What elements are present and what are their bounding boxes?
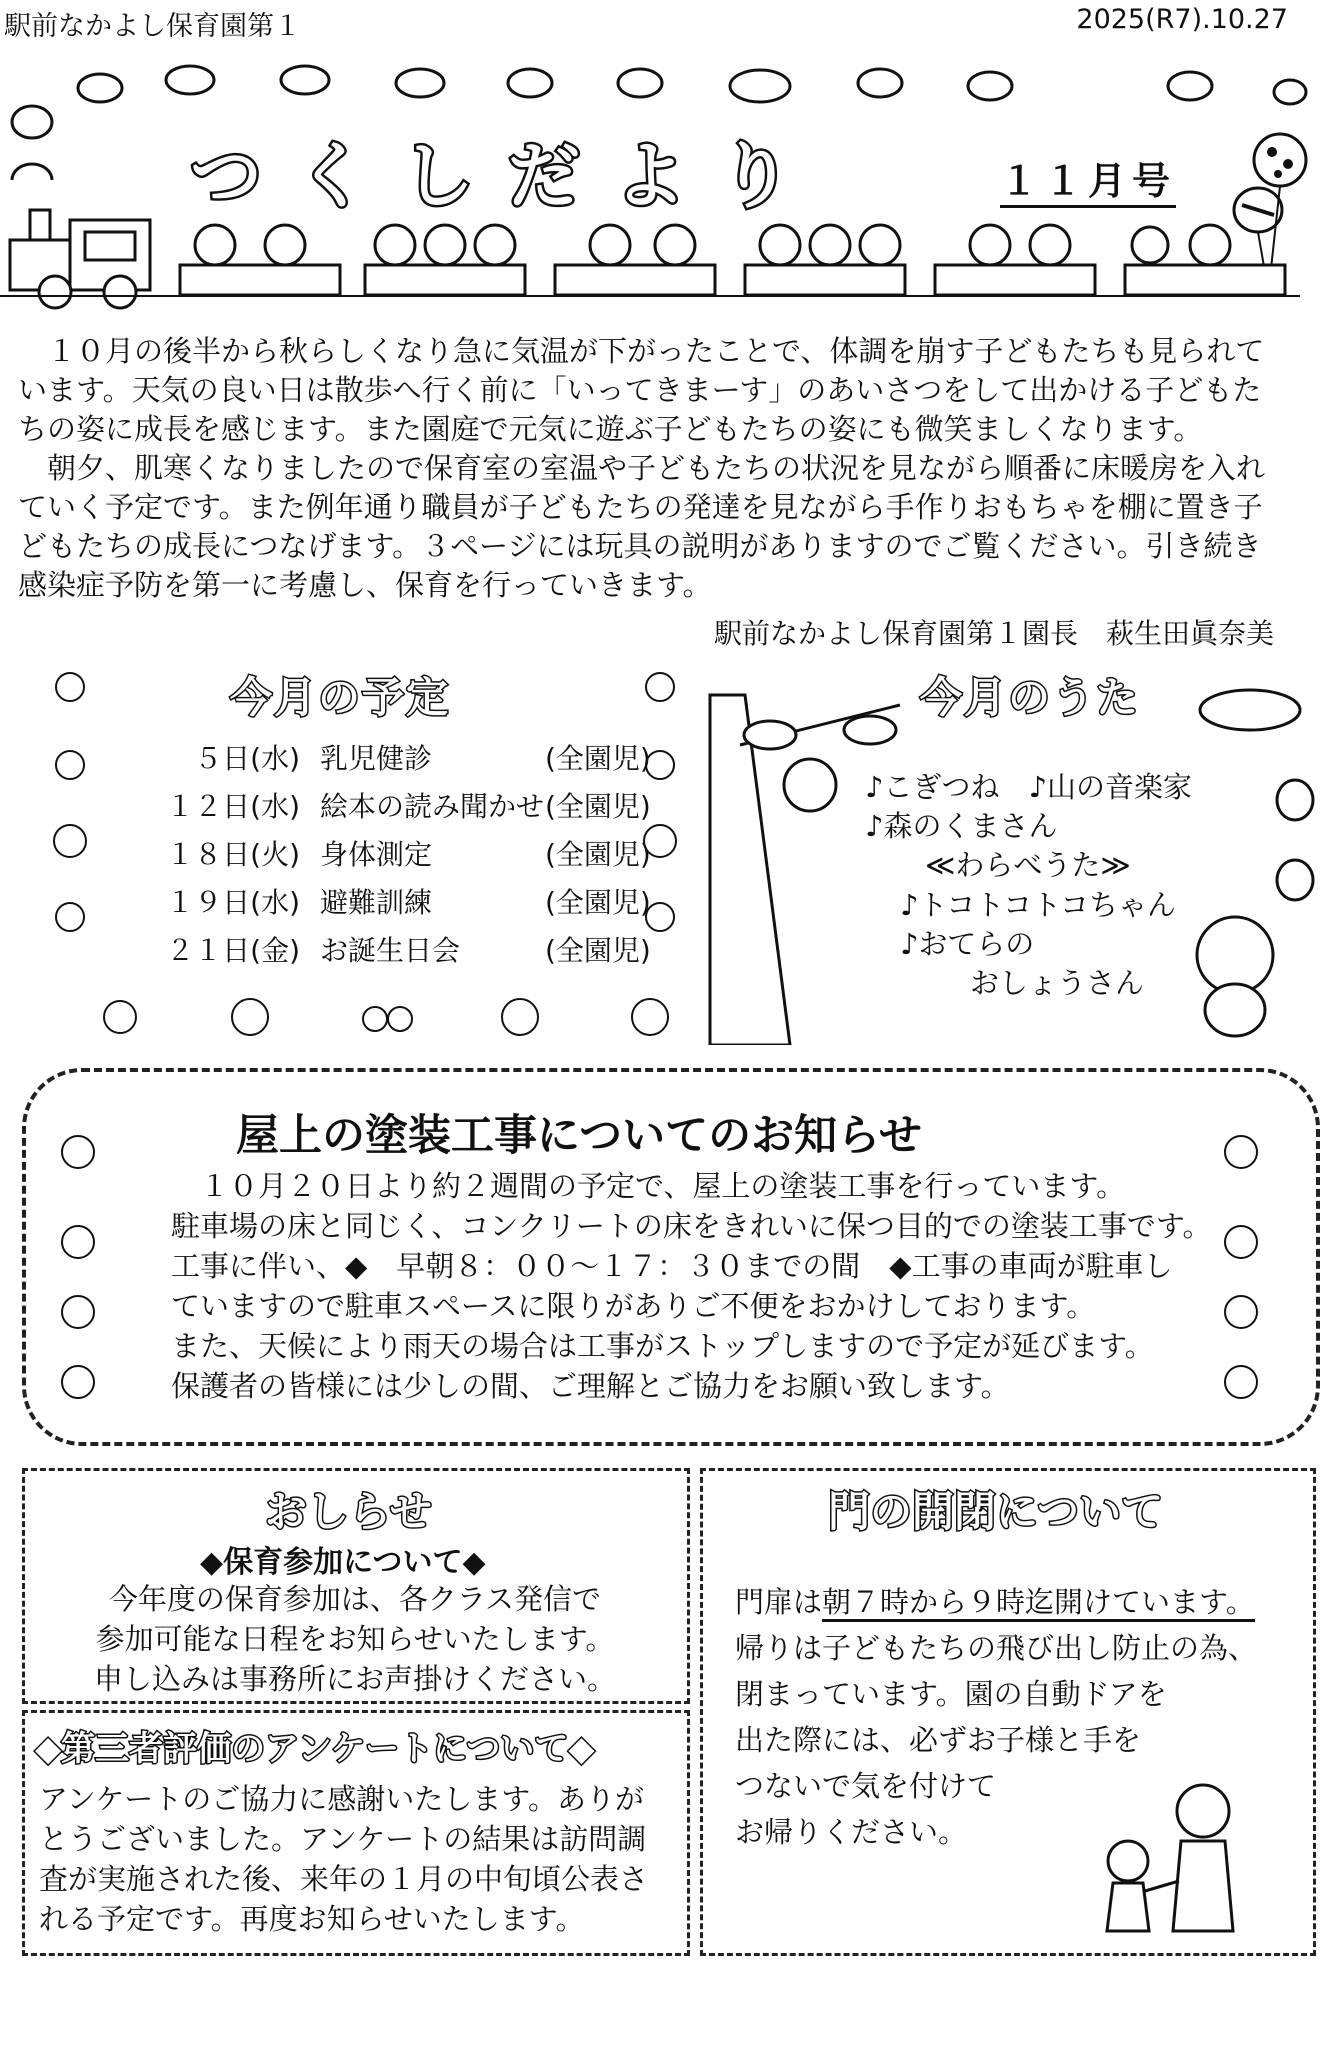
intro-line: 朝夕、肌寒くなりましたので保育室の室温や子どもたちの状況を見ながら順番に床暖房を入れ [18,451,1266,485]
schedule-event: 乳児健診 [320,742,433,775]
gate-line: 出た際には、必ずお子様と手を [735,1723,1142,1757]
oshirase-line: 今年度の保育参加は、各クラス発信で [108,1582,602,1616]
song-line: ♪森のくまさん [865,809,1058,843]
notice-body [171,1166,1212,1406]
schedule-date: ５日(水) [194,742,300,775]
schedule-target: (全園児) [545,934,651,967]
acorn-chain-icon [1206,1102,1276,1402]
schedule-title: 今月の予定 [230,673,451,722]
oshirase-subtitle: ◆保育参加について◆ [200,1545,486,1580]
intro-text [18,332,1318,605]
gate-line: つないで気を付けて [735,1769,997,1803]
notice-line: 駐車場の床と同じく、コンクリートの床をきれいに保つ目的での塗装工事です。 [171,1209,1212,1243]
notice-title: 屋上の塗装工事についてのお知らせ [236,1111,922,1161]
survey-line: れる予定です。再度お知らせいたします。 [39,1902,585,1936]
schedule-row [140,929,660,969]
acorn-border-icon [40,995,680,1045]
schedule-event: 絵本の読み聞かせ [320,790,545,823]
song-line: ♪トコトコトコちゃん [900,888,1177,922]
schedule-row [140,881,660,921]
gate-line: 帰りは子どもたちの飛び出し防止の為、 [735,1631,1258,1665]
schedule-target: (全園児) [545,838,651,871]
monkey-icon [1175,910,1295,1040]
intro-line: ていく予定です。また例年通り職員が子どもたちの発達を見ながら手作りおもちゃを棚に置き子 [18,490,1263,524]
schedule-target: (全園児) [545,742,651,775]
gate-line: お帰りください。 [735,1815,968,1849]
schedule-section [40,665,680,1045]
schedule-date: １８日(火) [166,838,300,871]
notice-line: 保護者の皆様には少しの間、ご理解とご協力をお願い致します。 [171,1369,1010,1403]
org-name: 駅前なかよし保育園第１ [4,11,301,42]
oshirase-body [85,1579,625,1699]
oshirase-line: 申し込みは事務所にお声掛けください。 [93,1662,616,1696]
intro-line: います。天気の良い日は散歩へ行く前に「いってきまーす」のあいさつをして出かける子どもた [18,373,1262,407]
gate-title [828,1479,1163,1539]
gate-line-emph: 朝７時から９時迄開けています。 [822,1585,1255,1622]
acorn-icon [40,665,90,995]
gate-line [735,1579,1295,1625]
schedule-date: ２１日(金) [166,934,300,967]
intro-line: ちの姿に成長を感じます。また園庭で元気に遊ぶ子どもたちの姿にも微笑ましくなります。 [18,412,1203,446]
schedule-target: (全園児) [545,790,651,823]
schedule-date: １９日(水) [166,886,300,919]
song-line: ♪こぎつね ♪山の音楽家 [865,770,1193,804]
notice-line: ていますので駐車スペースに限りがありご不便をおかけしております。 [171,1289,1096,1323]
intro-line: １０月の後半から秋らしくなり急に気温が下がったことで、体調を崩す子どもたちも見られて [18,334,1265,368]
schedule-row [140,737,660,777]
schedule-row [140,833,660,873]
songs-title: 今月のうた [920,673,1141,722]
schedule-event: 避難訓練 [320,886,433,919]
schedule-event: 身体測定 [320,838,433,871]
newsletter-title: つくしだより [190,134,827,218]
oshirase-line: 参加可能な日程をお知らせいたします。 [95,1622,615,1656]
intro-line: どもたちの成長につなげます。３ページには玩具の説明がありますのでご覧ください。引き続き [18,529,1262,563]
survey-line: アンケートのご協力に感謝いたします。ありが [39,1782,644,1816]
issue-date: 2025(R7).10.27 [1076,4,1288,35]
schedule-row [140,785,660,825]
notice-line: また、天候により雨天の場合は工事がストップしますので予定が延びます。 [171,1329,1154,1363]
schedule-date: １２日(水) [166,790,300,823]
survey-title: ◆第三者評価のアンケートについて◆ [35,1729,595,1769]
gate-line-prefix: 門扉は [735,1585,823,1619]
oshirase-box [22,1468,690,1704]
songs-section [700,665,1320,1045]
schedule-target: (全園児) [545,886,651,919]
survey-line: 査が実施された後、来年の１月の中旬頃公表さ [39,1862,649,1896]
notice-line: 工事に伴い、◆ 早朝８：００～１７：３０までの間 ◆工事の車両が駐車し [171,1249,1173,1283]
notice-box [22,1068,1320,1446]
intro-line: 感染症予防を第一に考慮し、保育を行っていきます。 [18,568,712,602]
issue-number: １１月号 [1000,150,1176,208]
song-line: ♪おてらの [900,927,1035,961]
parent-child-icon [1083,1771,1263,1941]
principal-signature: 駅前なかよし保育園第１園長 萩生田眞奈美 [713,617,1274,650]
survey-box [22,1710,690,1956]
song-line: おしょうさん [970,966,1145,1000]
survey-line: とうございました。アンケートの結果は訪問調 [39,1822,647,1856]
cloud-icon [1195,685,1305,735]
gate-box [700,1468,1316,1956]
oshirase-title: おしらせ [265,1487,432,1536]
gate-line: 閉まっています。園の自動ドアを [735,1677,1167,1711]
train-illustration [0,200,1326,310]
tree-illustration [700,685,940,1045]
leaf-icon [1270,775,1320,905]
schedule-event: お誕生日会 [320,934,461,967]
survey-body [39,1779,648,1939]
gate-title-text: 門の開閉について [828,1487,1164,1536]
song-line: ≪わらべうた≫ [925,848,1131,882]
notice-line: １０月２０日より約２週間の予定で、屋上の塗装工事を行っています。 [171,1169,1126,1203]
acorn-chain-icon [48,1102,118,1402]
